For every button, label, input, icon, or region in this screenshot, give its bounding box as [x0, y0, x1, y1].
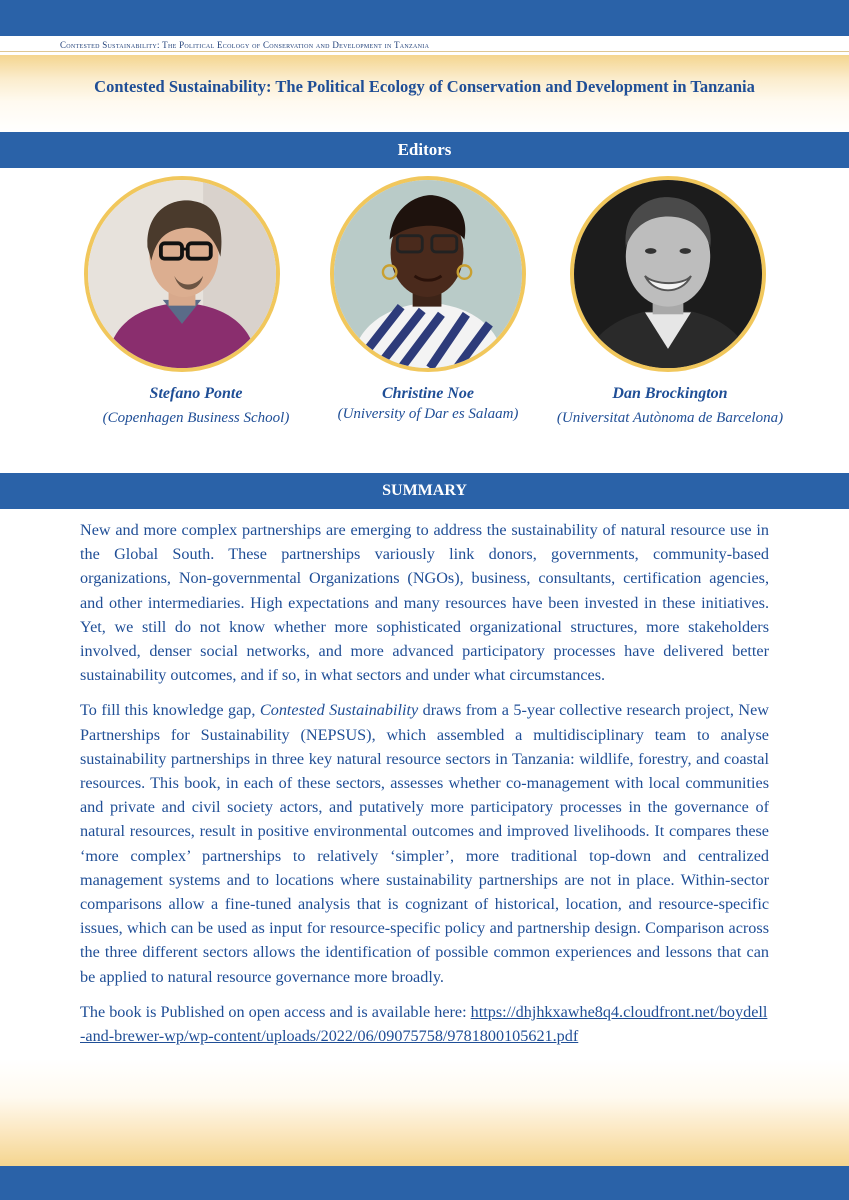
book-title: Contested Sustainability: The Political Ecology of Conservation and Development in Tanzania [94, 77, 755, 96]
editors-heading: Editors [0, 132, 849, 168]
summary-body [80, 518, 769, 1059]
paragraph-text: The book is Published on open access and is available here: [80, 1002, 471, 1021]
editor-photo-dan-brockington [570, 176, 766, 372]
editor-affiliation: (University of Dar es Salaam) [337, 406, 519, 422]
paragraph-text: To fill this knowledge gap, [80, 701, 260, 720]
editor-affiliation: (Universitat Autònoma de Barcelona) [556, 410, 784, 426]
editor-name: Dan Brockington [612, 385, 728, 402]
summary-paragraph [80, 698, 769, 988]
editor-photo-christine-noe [330, 176, 526, 372]
running-head: Contested Sustainability: The Political Ecology of Conservation and Development in Tanzania [60, 40, 430, 50]
running-head-rule [0, 51, 849, 52]
book-title-italic: Contested Sustainability [259, 701, 419, 720]
editor-name: Christine Noe [381, 385, 474, 402]
editor-affiliation: (Copenhagen Business School) [102, 410, 290, 426]
summary-paragraph [80, 1000, 769, 1048]
summary-heading: SUMMARY [0, 473, 849, 509]
paragraph-text: draws from a 5-year collective research project, New Partnerships for Sustainability (NEPSUS), which assembled a multidisciplinary team to analyse sustainability partnerships in three key natural resource sectors in Tanzania: wildlife, forestry, and coastal resources. This book, in each of these sectors, assesses whether co-management with local communities and private and civil society actors, and putatively more participatory processes in the governance of natural resources, result in positive environmental outcomes and improved livelihoods. It compares these ‘more complex’ partnerships to relatively ‘simpler’, more traditional top-down and centralized management systems and to locations where sustainability partnerships are not in place. Within-sector comparisons allow a fine-tuned analysis that is cognizant of historical, location, and resource-specific issues, which can be used as input for resource-specific policy and partnership design. Comparison across the three different sectors allows the identification of possible common experiences and lessons that can be applied to natural resource governance more broadly. [80, 701, 769, 986]
bottom-gradient-band [0, 1060, 849, 1166]
open-access-link[interactable]: https://dhjhkxawhe8q4.cloudfront.net/boydell-and-brewer-wp/wp-content/uploads/2022/06/09075758/9781800105621.pdf [80, 1002, 768, 1046]
editor-photo-stefano-ponte [84, 176, 280, 372]
summary-paragraph: New and more complex partnerships are emerging to address the sustainability of natural resource use in the Global South. These partnerships variously link donors, governments, community-based organizations, Non-governmental Organizations (NGOs), business, consultants, certification agencies, and other intermediaries. High expectations and many resources have been invested in these initiatives. Yet, we still do not know whether more sophisticated organizational structures, more stakeholders involved, denser social networks, and more advanced participatory processes have delivered better sustainability outcomes, and if so, in what sectors and under what circumstances. [80, 521, 769, 685]
top-color-bar [0, 0, 849, 36]
bottom-color-bar [0, 1166, 849, 1200]
editor-name: Stefano Ponte [149, 385, 243, 402]
